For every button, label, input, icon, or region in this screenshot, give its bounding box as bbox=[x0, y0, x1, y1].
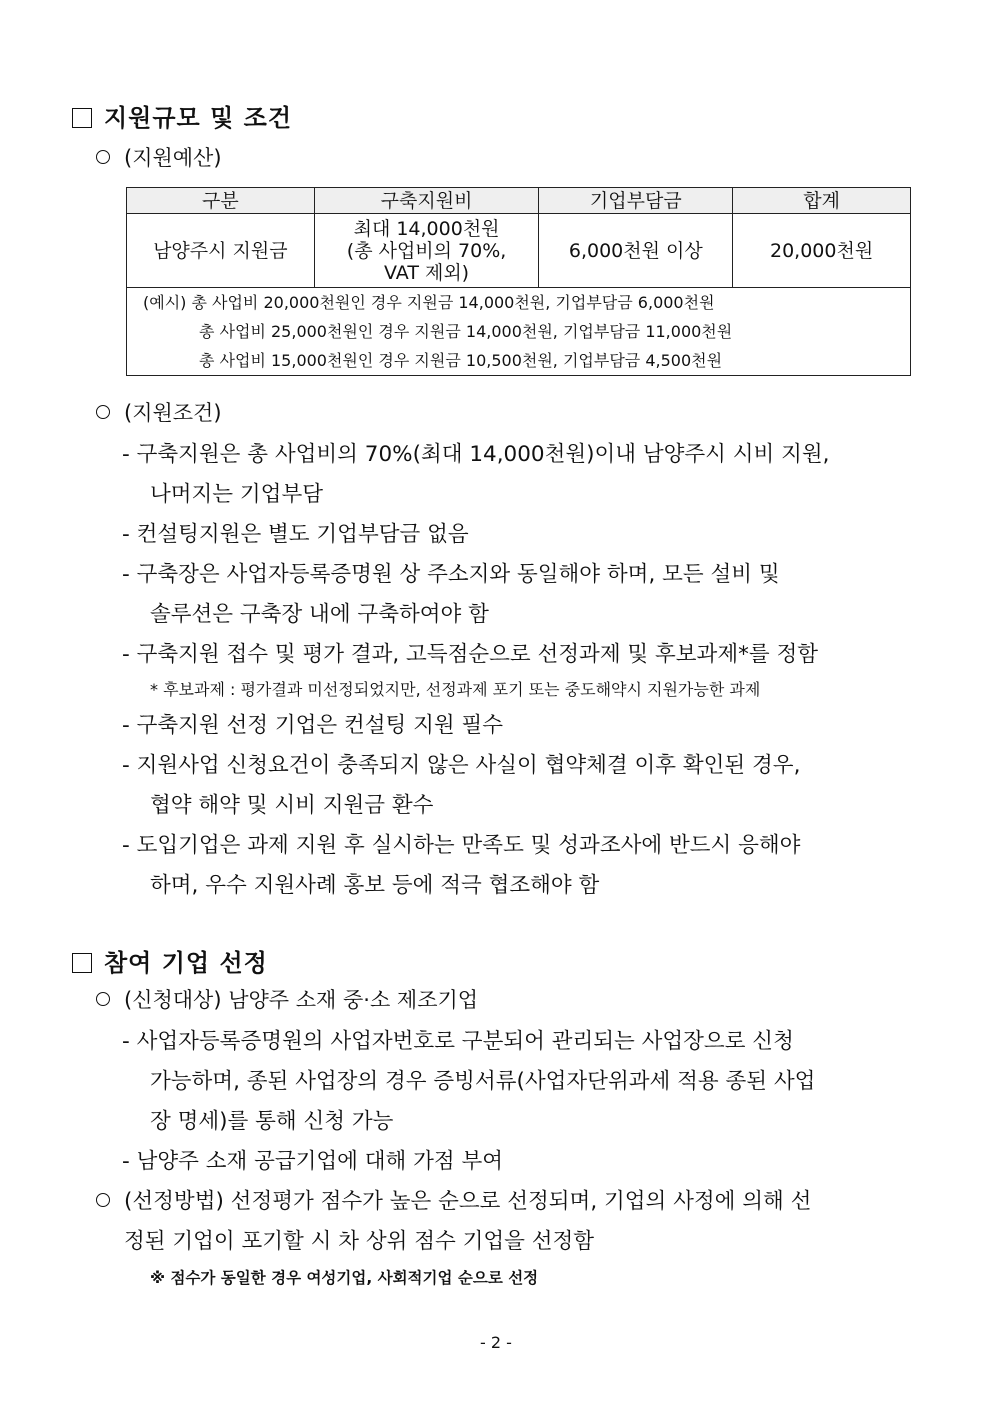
condition-item-4: - 구축지원 접수 및 평가 결과, 고득점순으로 선정과제 및 후보과제*를 정함 bbox=[122, 642, 818, 667]
example-line: 총 사업비 15,000천원인 경우 지원금 10,500천원, 기업부담금 4,500천원 bbox=[199, 351, 723, 370]
condition-line: 협약 해약 및 시비 지원금 환수 bbox=[150, 793, 434, 818]
condition-item-2: - 컨설팅지원은 별도 기업부담금 없음 bbox=[122, 522, 469, 547]
eligibility-item-1: - 사업자등록증명원의 사업자번호로 구분되어 관리되는 사업장으로 신청 bbox=[122, 1029, 794, 1054]
candidate-task-footnote: * 후보과제 : 평가결과 미선정되었지만, 선정과제 포기 또는 중도해약시 지원가능한 과제 bbox=[150, 680, 761, 699]
section-title-company-selection bbox=[72, 943, 268, 978]
condition-item-6: - 지원사업 신청요건이 충족되지 않은 사실이 협약체결 이후 확인된 경우, bbox=[122, 753, 801, 778]
example-line: 총 사업비 25,000천원인 경우 지원금 14,000천원, 기업부담금 11,000천원 bbox=[199, 322, 733, 341]
page-number: - 2 - bbox=[480, 1333, 512, 1352]
condition-line: 솔루션은 구축장 내에 구축하여야 함 bbox=[150, 602, 489, 627]
condition-item-1 bbox=[122, 437, 922, 468]
circle-bullet-icon bbox=[96, 150, 110, 164]
method-line: (선정방법) 선정평가 점수가 높은 순으로 선정되며, 기업의 사정에 의해 선 bbox=[124, 1189, 812, 1214]
selection-method bbox=[96, 1184, 811, 1215]
eligibility-label: (신청대상) 남양주 소재 중·소 제조기업 bbox=[124, 988, 479, 1012]
cell-support-cost bbox=[314, 214, 539, 288]
header-company-share: 기업부담금 bbox=[539, 188, 733, 214]
condition-item-7: - 도입기업은 과제 지원 후 실시하는 만족도 및 성과조사에 반드시 응해야 bbox=[122, 833, 801, 858]
example-line: (예시) 총 사업비 20,000천원인 경우 지원금 14,000천원, 기업부담금 6,000천원 bbox=[143, 293, 715, 312]
section-title-text: 참여 기업 선정 bbox=[104, 949, 268, 977]
budget-table bbox=[126, 187, 911, 376]
eligibility-heading bbox=[96, 984, 478, 1014]
header-total: 합계 bbox=[733, 188, 911, 214]
table-row bbox=[127, 214, 911, 288]
table-example-row bbox=[127, 288, 911, 376]
circle-bullet-icon bbox=[96, 405, 110, 419]
cell-examples bbox=[127, 288, 911, 376]
condition-line: - 구축지원은 총 사업비의 70%(최대 14,000천원)이내 남양주시 시비 지원, bbox=[122, 442, 830, 467]
square-bullet-icon bbox=[72, 108, 92, 128]
conditions-label: (지원조건) bbox=[124, 401, 222, 425]
tie-break-note: ※ 점수가 동일한 경우 여성기업, 사회적기업 순으로 선정 bbox=[150, 1269, 539, 1287]
method-line: 정된 기업이 포기할 시 차 상위 점수 기업을 선정함 bbox=[124, 1229, 595, 1254]
support-line: 최대 14,000천원 bbox=[353, 217, 500, 240]
condition-item-3: - 구축장은 사업자등록증명원 상 주소지와 동일해야 하며, 모든 설비 및 bbox=[122, 562, 780, 587]
eligibility-item-2: - 남양주 소재 공급기업에 대해 가점 부여 bbox=[122, 1149, 504, 1174]
cell-category: 남양주시 지원금 bbox=[127, 214, 315, 288]
circle-bullet-icon bbox=[96, 992, 110, 1006]
support-line: VAT 제외) bbox=[384, 261, 470, 284]
table-header-row bbox=[127, 188, 911, 214]
conditions-heading bbox=[96, 397, 222, 427]
condition-line: 하며, 우수 지원사례 홍보 등에 적극 협조해야 함 bbox=[150, 873, 600, 898]
circle-bullet-icon bbox=[96, 1193, 110, 1207]
section-title-text: 지원규모 및 조건 bbox=[104, 104, 292, 132]
cell-total: 20,000천원 bbox=[733, 214, 911, 288]
eligibility-line: 장 명세)를 통해 신청 가능 bbox=[150, 1109, 394, 1134]
section-title-support-scale bbox=[72, 98, 292, 133]
header-support-cost: 구축지원비 bbox=[314, 188, 539, 214]
eligibility-line: 가능하며, 종된 사업장의 경우 증빙서류(사업자단위과세 적용 종된 사업 bbox=[150, 1069, 816, 1094]
support-line: (총 사업비의 70%, bbox=[346, 239, 507, 262]
condition-line: 나머지는 기업부담 bbox=[150, 482, 323, 507]
condition-item-5: - 구축지원 선정 기업은 컨설팅 지원 필수 bbox=[122, 713, 504, 738]
square-bullet-icon bbox=[72, 953, 92, 973]
header-category: 구분 bbox=[127, 188, 315, 214]
cell-company-share: 6,000천원 이상 bbox=[539, 214, 733, 288]
budget-label: (지원예산) bbox=[124, 146, 222, 170]
budget-heading bbox=[96, 142, 222, 172]
